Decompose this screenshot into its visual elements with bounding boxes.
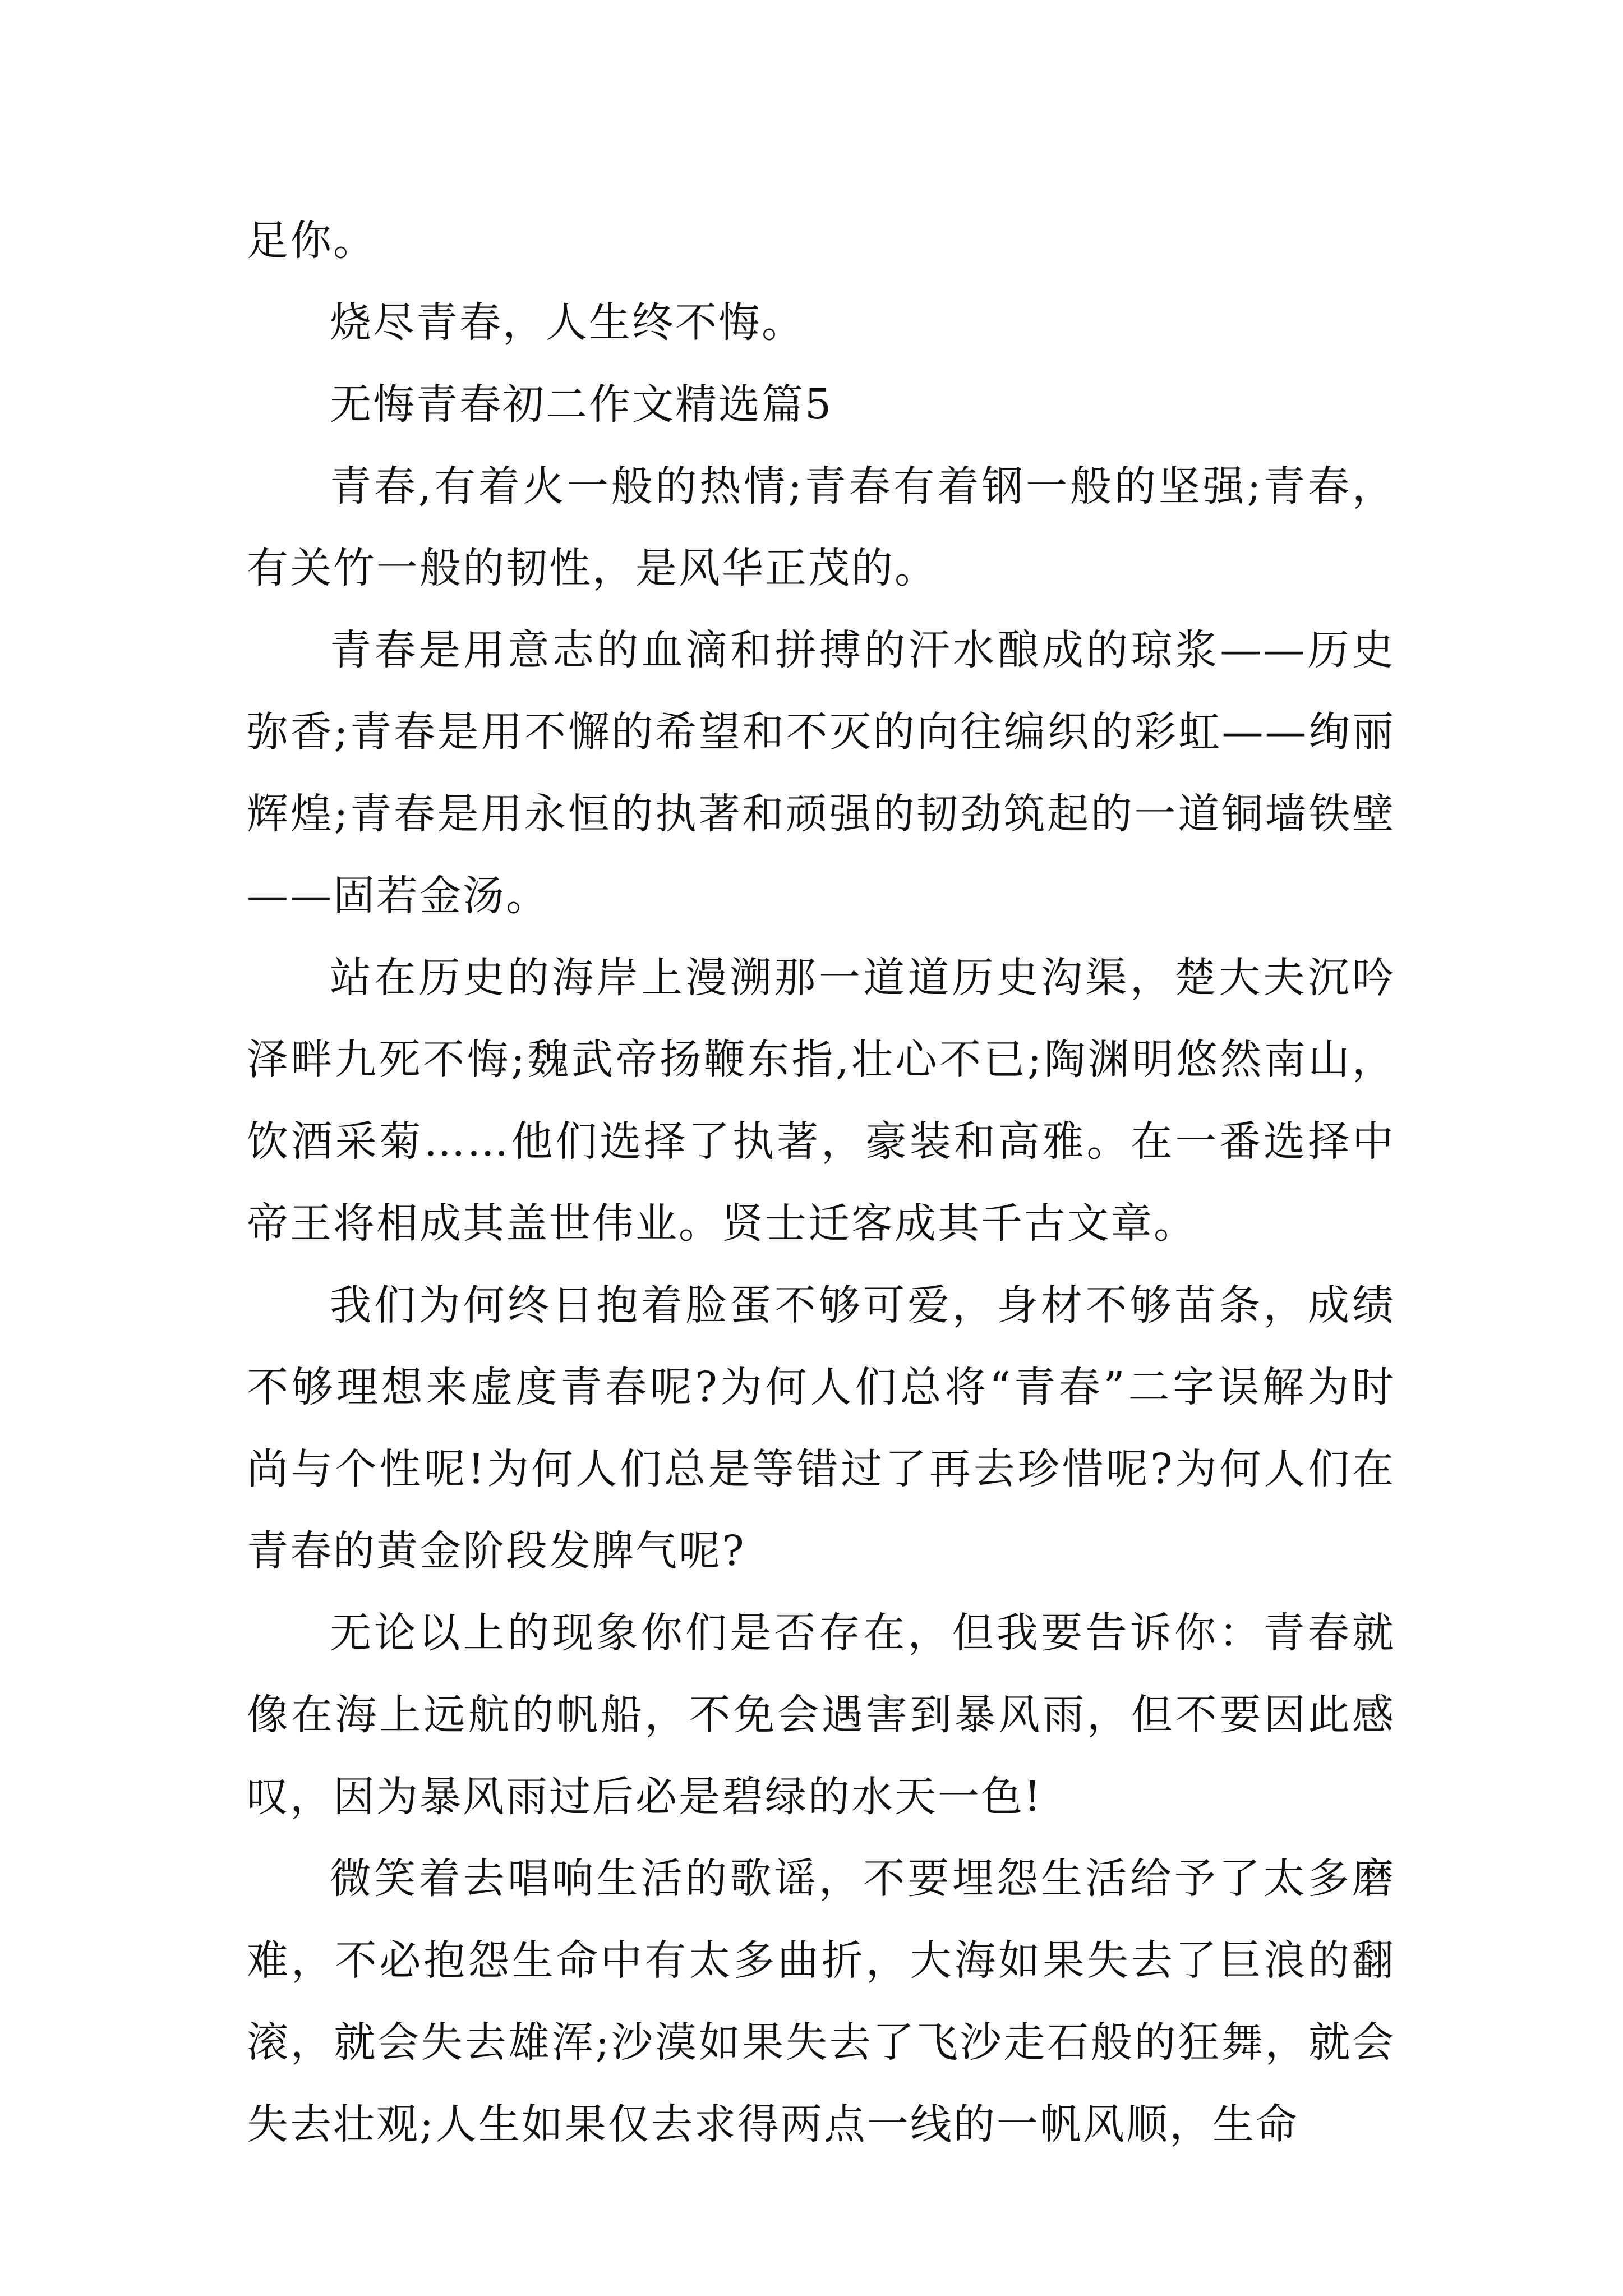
essay-heading: 无悔青春初二作文精选篇5 [330, 380, 833, 429]
paragraph: 青春,有着火一般的热情;青春有着钢一般的坚强;青春，有关竹一般的韧性，是风华正茂的。 [247, 462, 1395, 592]
paragraph: 青春是用意志的血滴和拼搏的汗水酿成的琼浆——历史弥香;青春是用不懈的希望和不灭的向往编织的彩虹——绚丽辉煌;青春是用永恒的执著和顽强的韧劲筑起的一道铜墙铁壁——固若金汤。 [247, 626, 1395, 920]
paragraph-continuation: 足你。 [247, 217, 376, 265]
paragraph: 微笑着去唱响生活的歌谣，不要埋怨生活给予了太多磨难，不必抱怨生命中有太多曲折，大海如果失去了巨浪的翻滚，就会失去雄浑;沙漠如果失去了飞沙走石般的狂舞，就会失去壮观;人生如果仅去求得两点一线的一帆风顺，生命 [247, 1855, 1395, 2148]
paragraph: 我们为何终日抱着脸蛋不够可爱，身材不够苗条，成绩不够理想来虚度青春呢?为何人们总将“青春”二字误解为时尚与个性呢!为何人们总是等错过了再去珍惜呢?为何人们在青春的黄金阶段发脾气呢? [247, 1281, 1395, 1575]
paragraph: 无论以上的现象你们是否存在，但我要告诉你：青春就像在海上远航的帆船，不免会遇害到暴风雨，但不要因此感叹，因为暴风雨过后必是碧绿的水天一色! [247, 1609, 1395, 1821]
paragraph: 烧尽青春，人生终不悔。 [330, 298, 805, 347]
document-body [247, 200, 1395, 2165]
paragraph: 站在历史的海岸上漫溯那一道道历史沟渠，楚大夫沉吟泽畔九死不悔;魏武帝扬鞭东指,壮心不已;陶渊明悠然南山，饮酒采菊……他们选择了执著，豪装和高雅。在一番选择中帝王将相成其盖世伟业。贤士迁客成其千古文章。 [247, 954, 1395, 1248]
